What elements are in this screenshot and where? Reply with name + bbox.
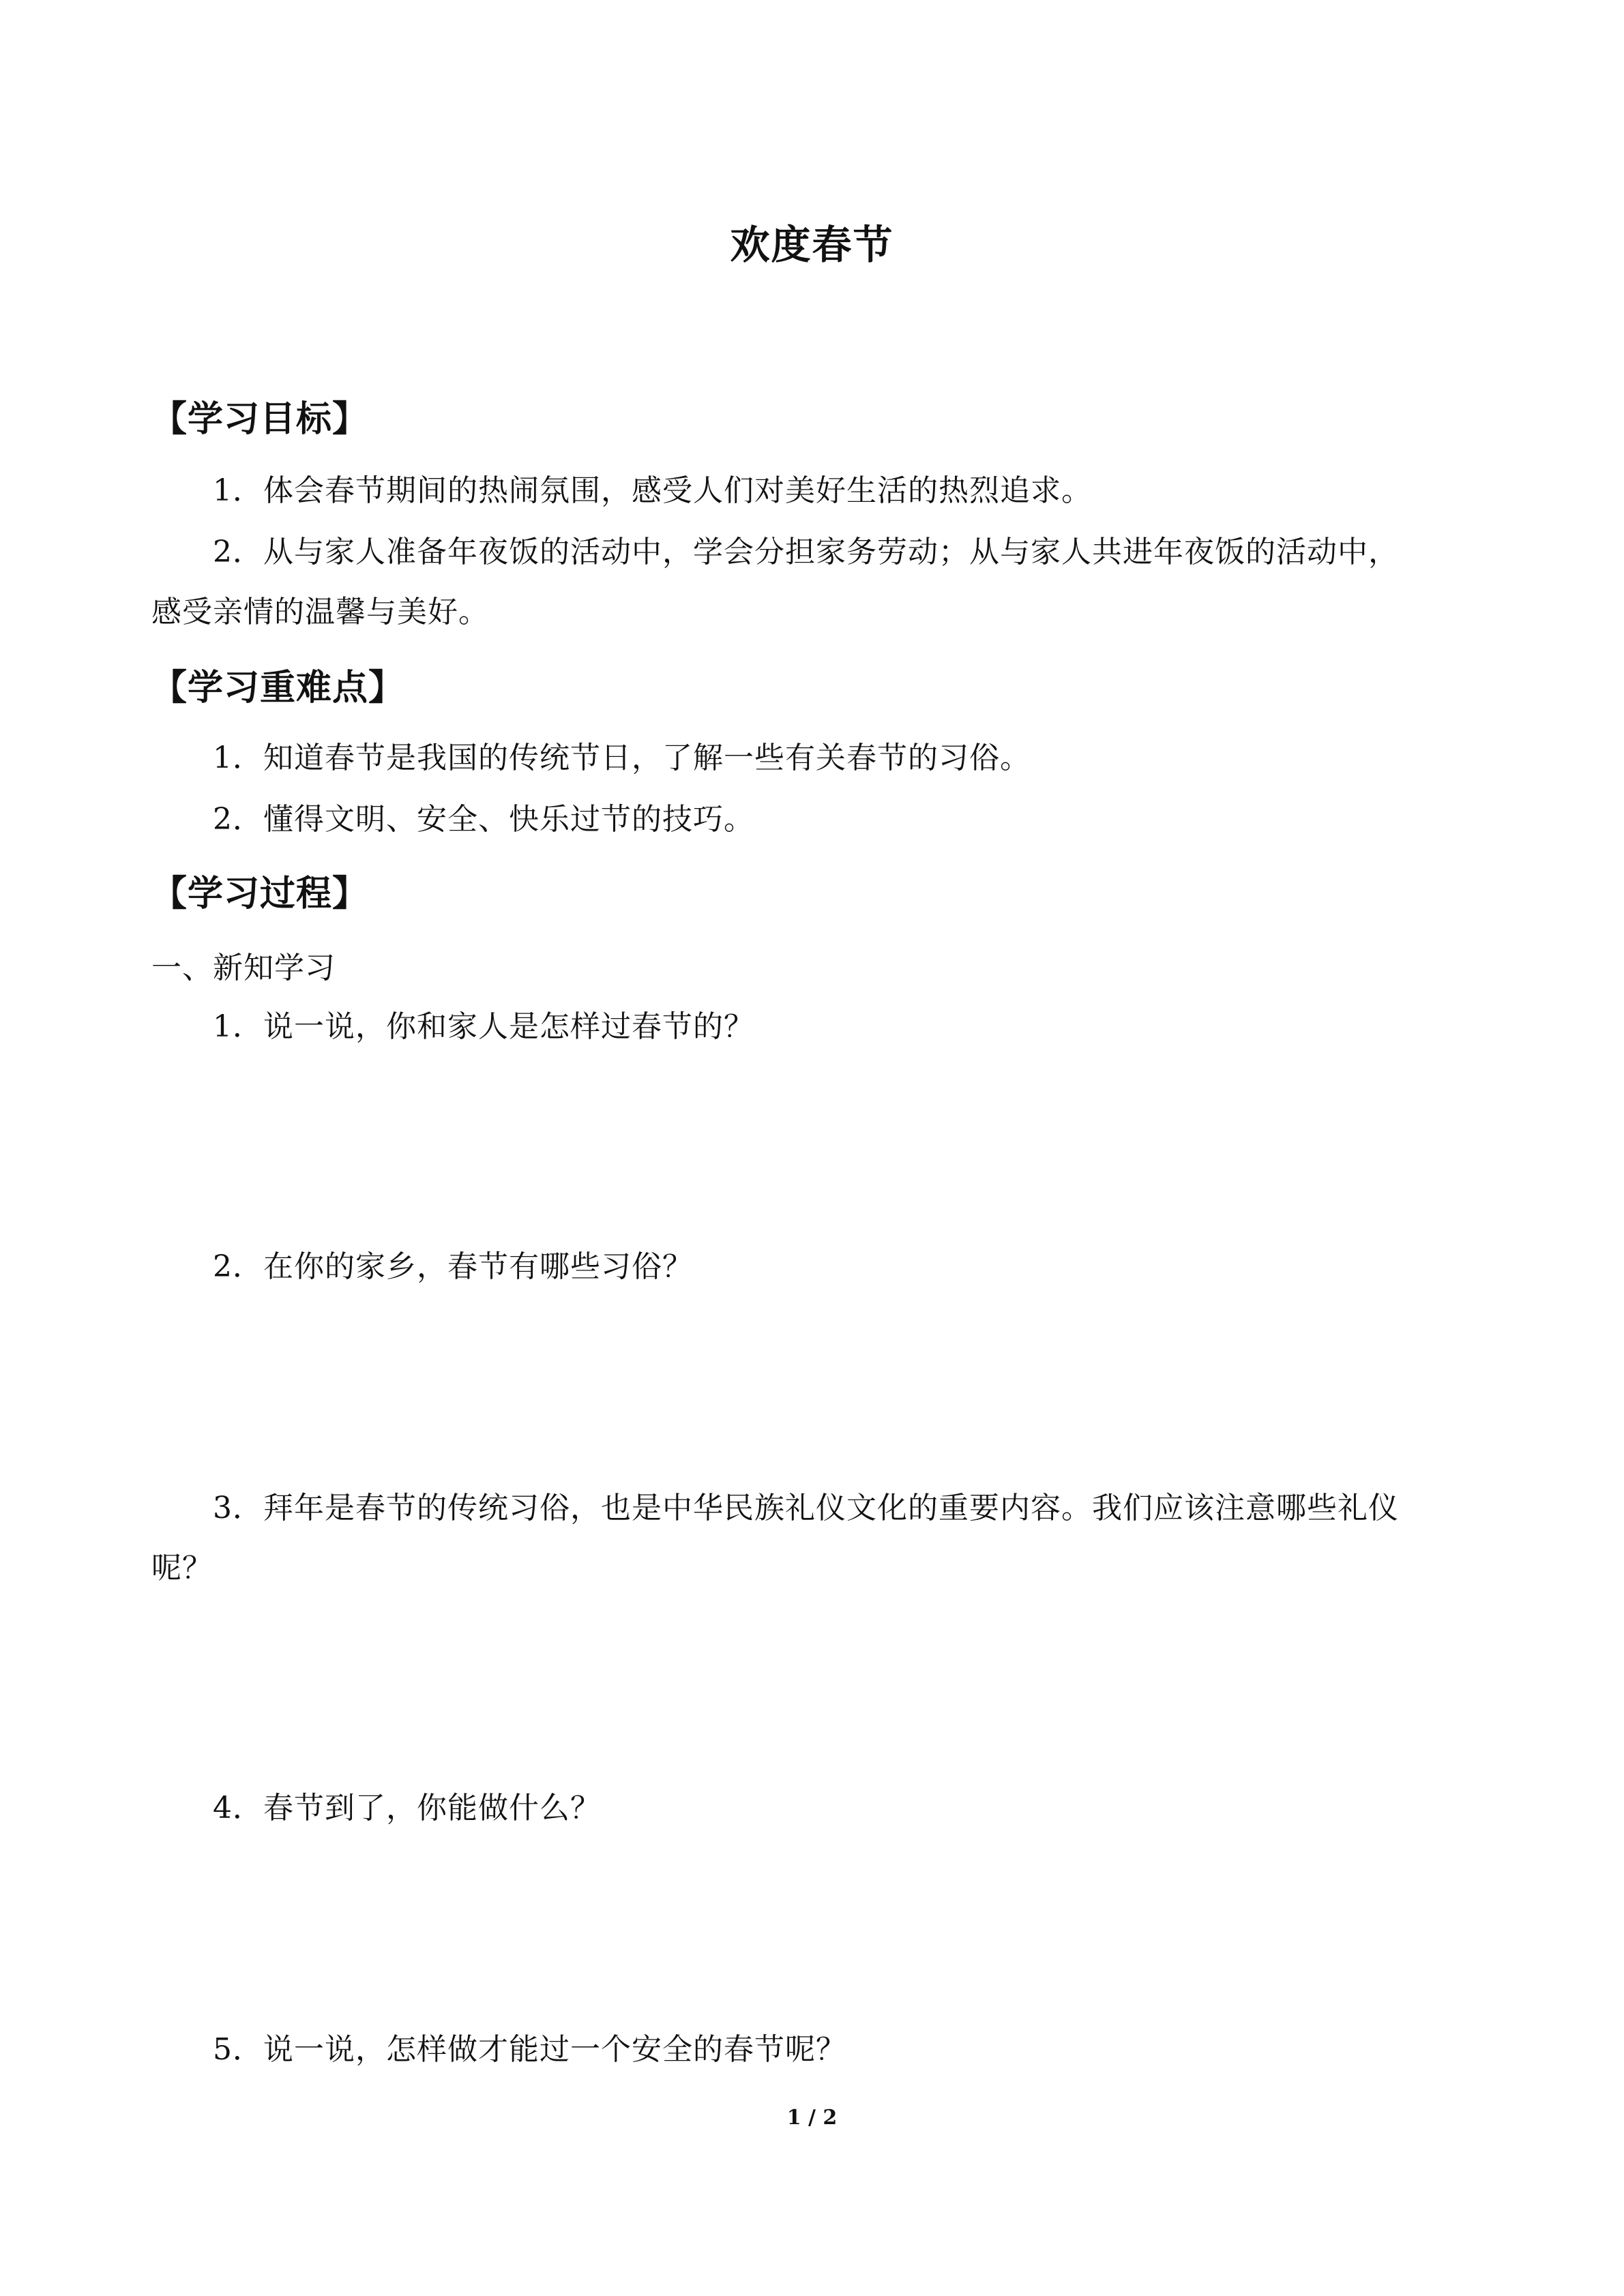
key-point-item-1: 1．知道春节是我国的传统节日，了解一些有关春节的习俗。 (213, 741, 1031, 775)
objective-item-2: 2．从与家人准备年夜饭的活动中，学会分担家务劳动；从与家人共进年夜饭的活动中， (213, 535, 1399, 569)
question-3: 3．拜年是春节的传统习俗，也是中华民族礼仪文化的重要内容。我们应该注意哪些礼仪 (213, 1491, 1399, 1525)
page-title: 欢度春节 (730, 222, 894, 268)
objective-item-1: 1．体会春节期间的热闹氛围，感受人们对美好生活的热烈追求。 (213, 473, 1092, 508)
heading-key-points: 【学习重难点】 (151, 667, 405, 709)
question-3-continued: 呢？ (151, 1551, 213, 1585)
process-part-label: 一、新知学习 (151, 951, 336, 985)
page-number: 1 / 2 (786, 2106, 838, 2130)
key-point-item-2: 2．懂得文明、安全、快乐过节的技巧。 (213, 802, 754, 837)
objective-item-2-continued: 感受亲情的温馨与美好。 (151, 595, 489, 629)
question-1: 1．说一说，你和家人是怎样过春节的？ (213, 1009, 754, 1044)
question-5: 5．说一说，怎样做才能过一个安全的春节呢？ (213, 2032, 846, 2067)
heading-process: 【学习过程】 (151, 873, 369, 914)
question-2: 2．在你的家乡，春节有哪些习俗？ (213, 1249, 693, 1284)
heading-objectives: 【学习目标】 (151, 398, 369, 440)
question-4: 4．春节到了，你能做什么？ (213, 1791, 601, 1825)
